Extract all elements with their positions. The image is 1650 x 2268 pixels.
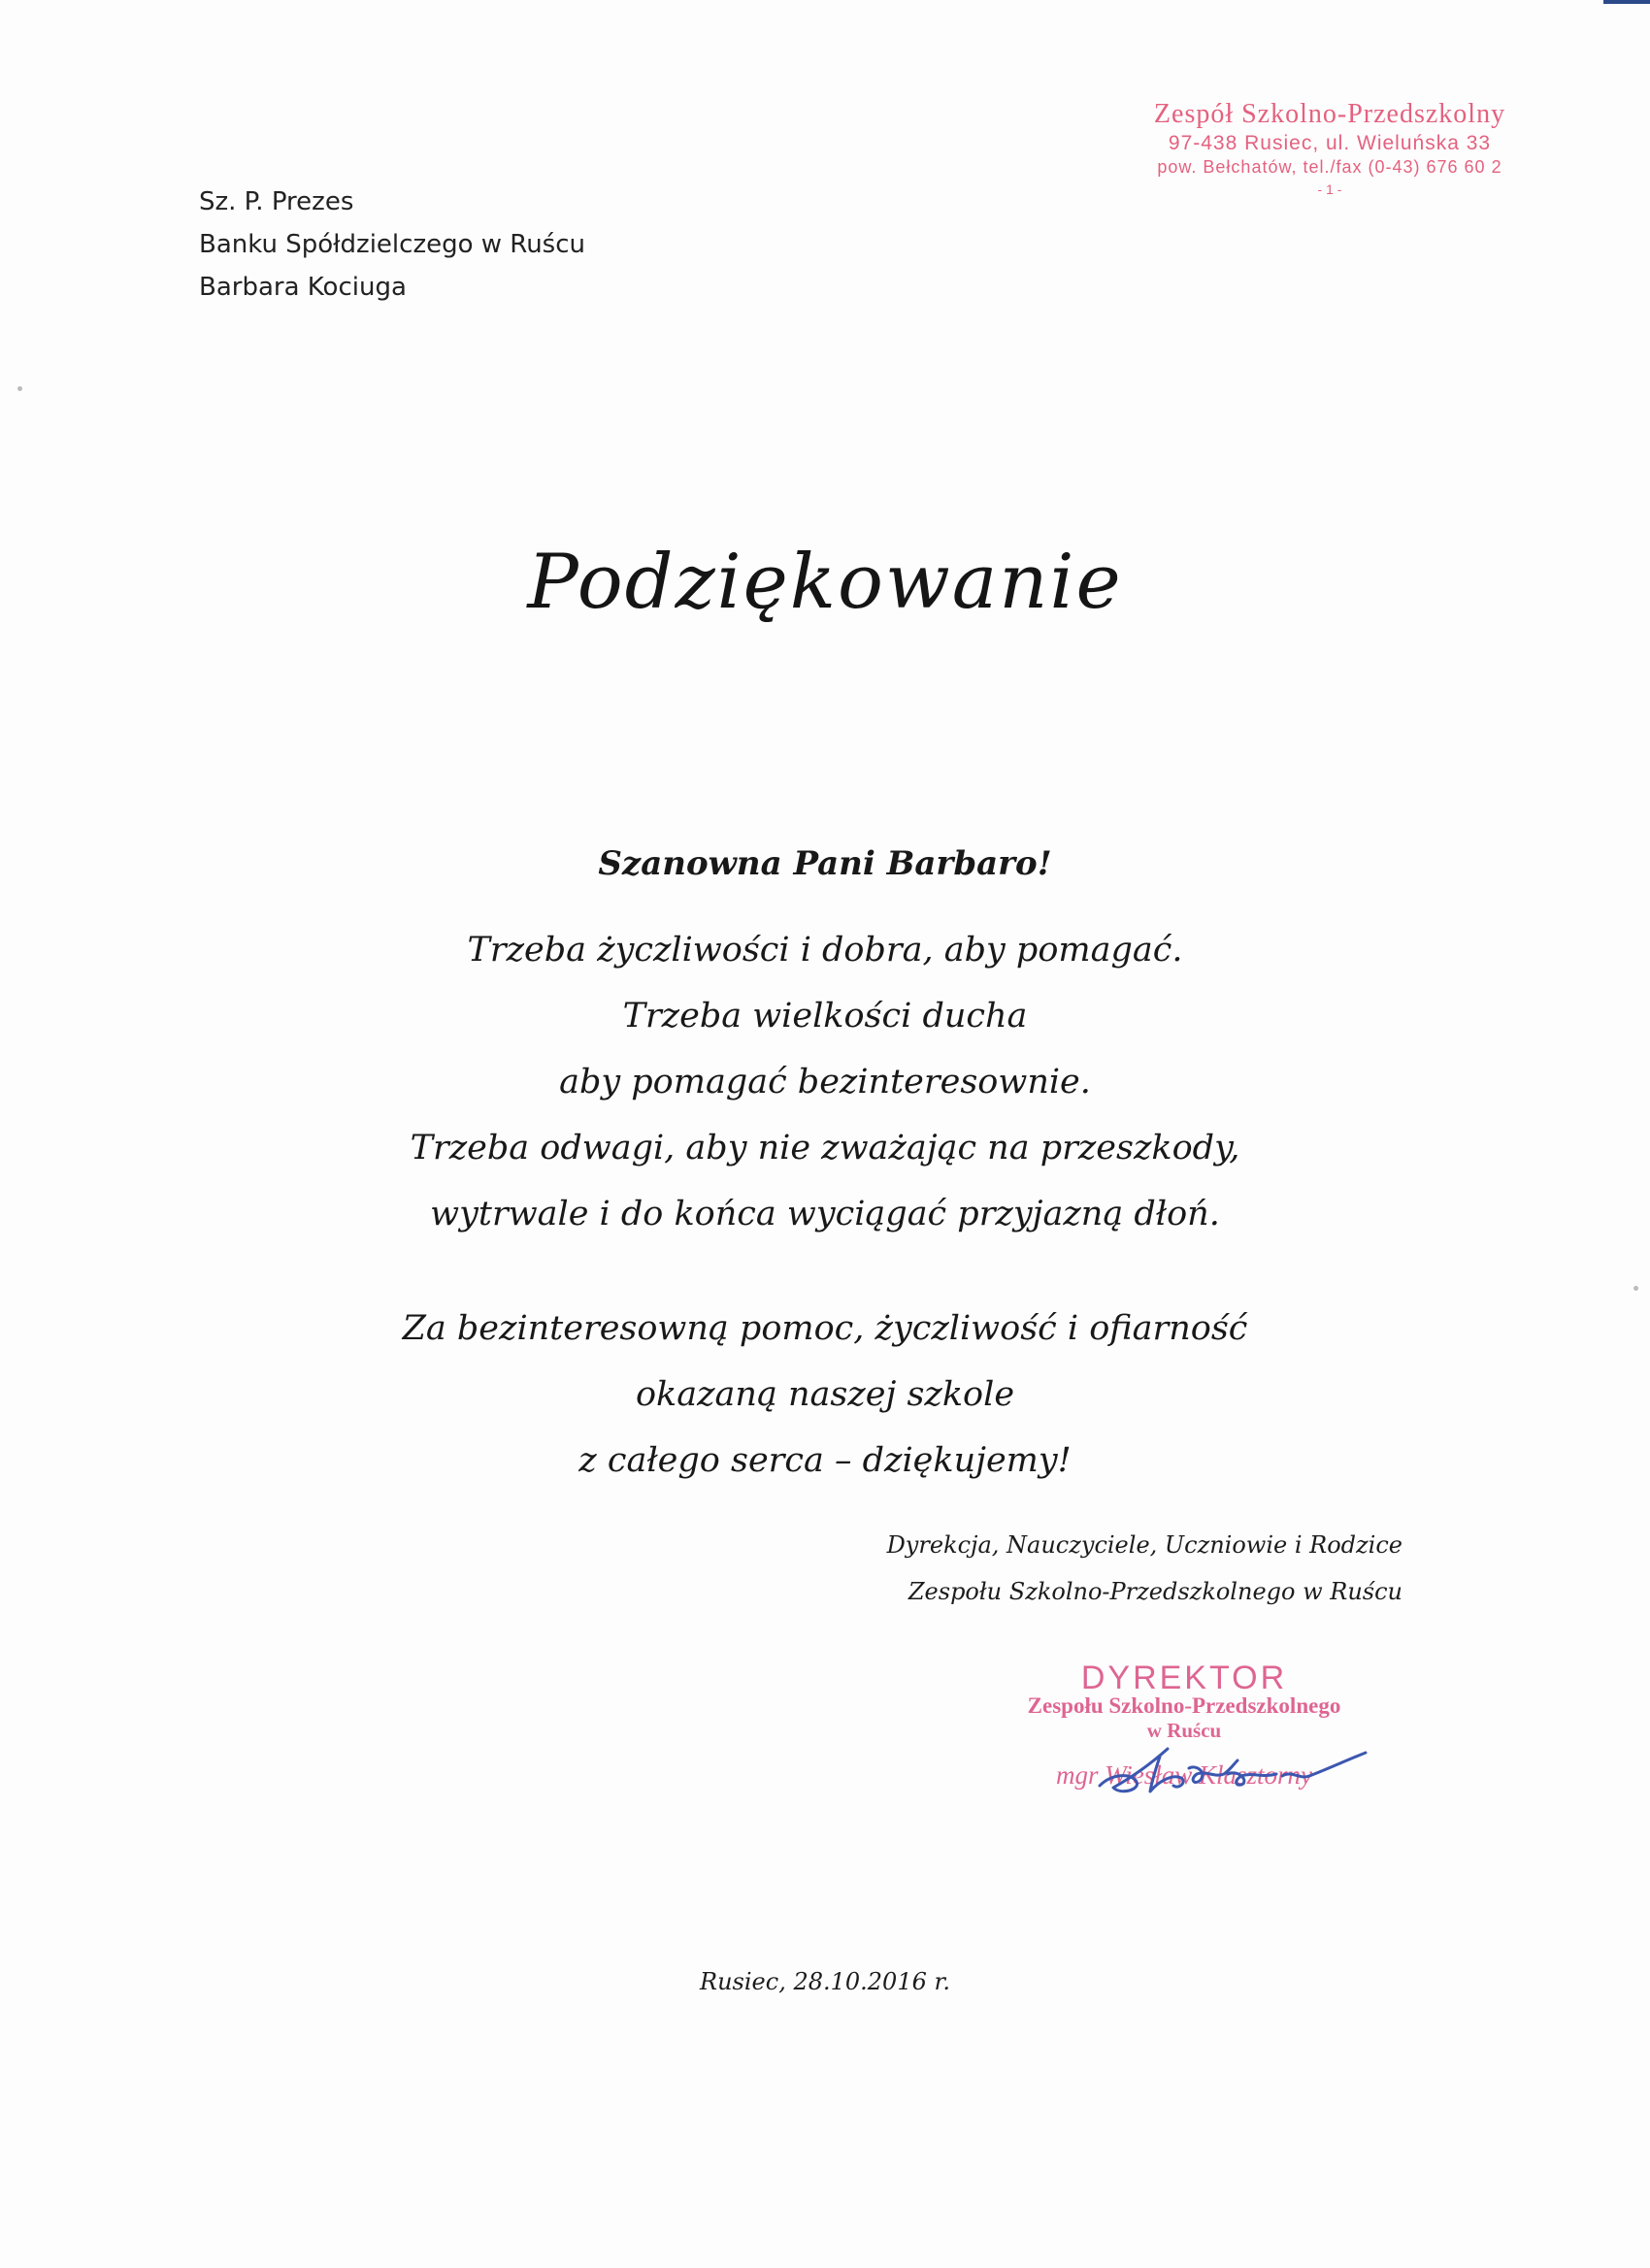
poem-line: Trzeba odwagi, aby nie zważając na przeszkody, <box>410 1129 1240 1167</box>
director-stamp-title: DYREKTOR <box>1080 1660 1288 1696</box>
handwritten-signature <box>1092 1735 1373 1805</box>
school-stamp-contact: pow. Bełchatów, tel./fax (0-43) 676 60 2 <box>1157 157 1502 177</box>
thanks-line: z całego serca – dziękujemy! <box>578 1441 1072 1480</box>
thanks-line: okazaną naszej szkole <box>635 1375 1015 1414</box>
salutation: Szanowna Pani Barbaro! <box>598 844 1052 883</box>
poem-line: aby pomagać bezinteresownie. <box>559 1063 1091 1101</box>
poem-line: wytrwale i do końca wyciągać przyjazną dłoń. <box>430 1195 1220 1233</box>
signatories-line: Zespołu Szkolno-Przedszkolnego w Ruścu <box>908 1578 1402 1605</box>
signatories-block <box>887 1522 1402 1615</box>
director-stamp-place: w Ruścu <box>1146 1719 1222 1742</box>
letter-date: Rusiec, 28.10.2016 r. <box>700 1968 950 1995</box>
scan-edge-mark <box>1603 0 1650 4</box>
scan-speck <box>17 386 22 391</box>
thanks-line: Za bezinteresowną pomoc, życzliwość i ofiarność <box>402 1309 1248 1348</box>
signatories-line: Dyrekcja, Nauczyciele, Uczniowie i Rodzice <box>886 1531 1402 1559</box>
school-stamp <box>1136 99 1524 197</box>
addressee-block <box>199 181 585 309</box>
scan-speck <box>1634 1286 1638 1291</box>
director-stamp-institution: Zespołu Szkolno-Przedszkolnego <box>1027 1693 1341 1718</box>
school-stamp-address: 97-438 Rusiec, ul. Wieluńska 33 <box>1168 132 1492 154</box>
school-stamp-mark: - 1 - <box>1317 181 1342 197</box>
poem-line: Trzeba życzliwości i dobra, aby pomagać. <box>467 931 1183 970</box>
poem-block <box>0 917 1650 1247</box>
school-stamp-name: Zespół Szkolno-Przedszkolny <box>1153 99 1506 129</box>
addressee-line: Barbara Kociuga <box>199 273 407 302</box>
poem-line: Trzeba wielkości ducha <box>622 997 1028 1035</box>
director-stamp-name: mgr Wiesław Klasztorny <box>1055 1760 1313 1790</box>
letter-title: Podziękowanie <box>527 539 1123 626</box>
thanks-block <box>0 1296 1650 1494</box>
addressee-line: Banku Spółdzielczego w Ruścu <box>199 230 585 259</box>
addressee-line: Sz. P. Prezes <box>199 187 354 216</box>
